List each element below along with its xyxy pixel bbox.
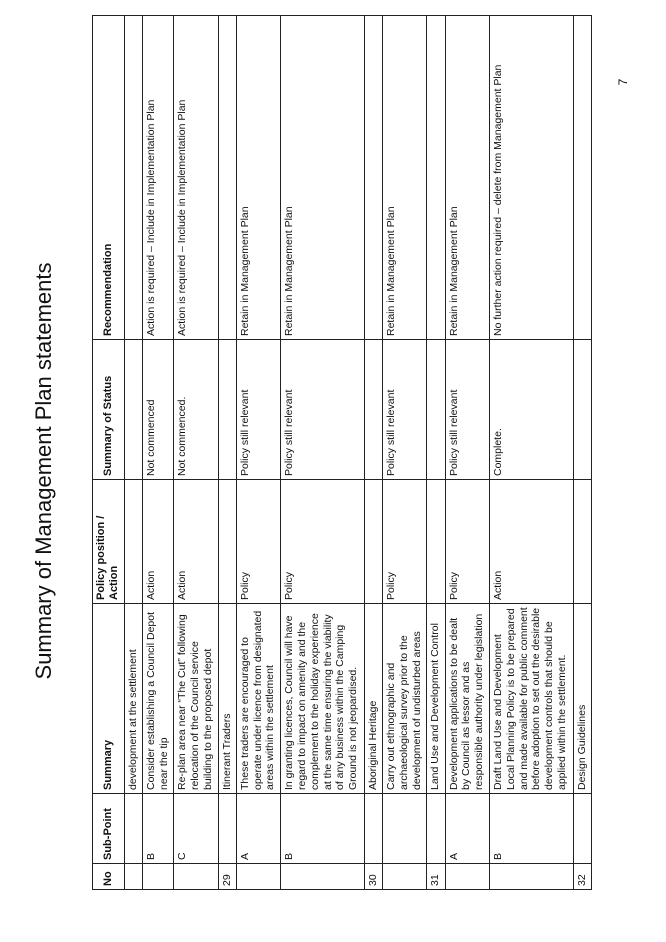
cell-summary: Aboriginal Heritage — [364, 604, 382, 794]
table-row — [490, 16, 574, 890]
table-row — [143, 16, 174, 890]
cell-status — [124, 340, 142, 480]
cell-policy-position: Policy — [236, 480, 280, 604]
cell-recommendation — [124, 16, 142, 340]
cell-status — [364, 340, 382, 480]
cell-recommendation — [427, 16, 445, 340]
cell-sub-point — [124, 794, 142, 864]
cell-status: Not commenced — [143, 340, 174, 480]
cell-recommendation: Retain in Management Plan — [383, 16, 427, 340]
cell-sub-point — [573, 794, 591, 864]
management-plan-table — [92, 15, 592, 890]
cell-summary: development at the settlement — [124, 604, 142, 794]
table-row — [445, 16, 489, 890]
cell-status — [218, 340, 236, 480]
cell-summary: Carry out ethnographic and archaeological survey prior to the development of undisturbed areas — [383, 604, 427, 794]
cell-no — [490, 864, 574, 890]
cell-sub-point — [364, 794, 382, 864]
cell-recommendation — [218, 16, 236, 340]
cell-sub-point: C — [174, 794, 218, 864]
cell-summary: Development applications to be dealt by Council as lessor and as responsible authority under legislation — [445, 604, 489, 794]
cell-summary: Consider establishing a Council Depot near the tip — [143, 604, 174, 794]
cell-sub-point: B — [490, 794, 574, 864]
cell-no — [124, 864, 142, 890]
header-summary: Summary — [93, 604, 125, 794]
cell-policy-position — [573, 480, 591, 604]
cell-status: Policy still relevant — [445, 340, 489, 480]
cell-no — [143, 864, 174, 890]
header-sub-point: Sub-Point — [93, 794, 125, 864]
cell-policy-position — [218, 480, 236, 604]
table-header-row — [93, 16, 125, 890]
page-number: 7 — [616, 78, 630, 86]
cell-policy-position — [427, 480, 445, 604]
cell-sub-point: A — [236, 794, 280, 864]
cell-summary: Draft Land Use and Development Local Planning Policy is to be prepared and made available for public comment before adoption to set out the desirable development controls that should be applied within the settlement. — [490, 604, 574, 794]
cell-status: Policy still relevant — [383, 340, 427, 480]
page-title: Summary of Management Plan statements — [31, 262, 56, 680]
cell-policy-position: Action — [174, 480, 218, 604]
cell-sub-point: A — [445, 794, 489, 864]
cell-recommendation: Retain in Management Plan — [236, 16, 280, 340]
cell-recommendation — [364, 16, 382, 340]
cell-status — [427, 340, 445, 480]
table-row — [281, 16, 365, 890]
cell-no: 31 — [427, 864, 445, 890]
cell-summary: Land Use and Development Control — [427, 604, 445, 794]
cell-recommendation: Action is required – Include in Implementation Plan — [174, 16, 218, 340]
table-row — [236, 16, 280, 890]
table-row — [573, 16, 591, 890]
cell-recommendation: Action is required – Include in Implementation Plan — [143, 16, 174, 340]
cell-sub-point — [218, 794, 236, 864]
header-policy-position: Policy position / Action — [93, 480, 125, 604]
cell-status: Not commenced. — [174, 340, 218, 480]
cell-recommendation — [573, 16, 591, 340]
cell-policy-position — [364, 480, 382, 604]
table-container — [92, 16, 592, 890]
table-row — [218, 16, 236, 890]
cell-policy-position: Policy — [445, 480, 489, 604]
header-no: No — [93, 864, 125, 890]
cell-sub-point: B — [281, 794, 365, 864]
cell-summary: Design Guidelines — [573, 604, 591, 794]
cell-recommendation: Retain in Management Plan — [281, 16, 365, 340]
cell-summary: Itinerant Traders — [218, 604, 236, 794]
cell-no — [236, 864, 280, 890]
cell-policy-position: Policy — [383, 480, 427, 604]
cell-no: 32 — [573, 864, 591, 890]
cell-status: Complete. — [490, 340, 574, 480]
cell-no — [383, 864, 427, 890]
cell-no — [174, 864, 218, 890]
cell-sub-point — [427, 794, 445, 864]
cell-status: Policy still relevant — [281, 340, 365, 480]
cell-summary: Re-plan area near “The Cut” following relocation of the Council service building to the proposed depot — [174, 604, 218, 794]
cell-status — [573, 340, 591, 480]
cell-policy-position: Action — [490, 480, 574, 604]
cell-summary: In granting licences, Council will have regard to impact on amenity and the complement to the holiday experience at the same time ensuring the viability of any business within the Camping Ground is not jeopardised. — [281, 604, 365, 794]
cell-recommendation: Retain in Management Plan — [445, 16, 489, 340]
cell-no: 29 — [218, 864, 236, 890]
cell-policy-position: Policy — [281, 480, 365, 604]
cell-sub-point: B — [143, 794, 174, 864]
table-row — [174, 16, 218, 890]
cell-no — [445, 864, 489, 890]
cell-recommendation: No further action required – delete from Management Plan — [490, 16, 574, 340]
cell-status: Policy still relevant — [236, 340, 280, 480]
cell-policy-position: Action — [143, 480, 174, 604]
header-summary-of-status: Summary of Status — [93, 340, 125, 480]
cell-no: 30 — [364, 864, 382, 890]
table-row — [124, 16, 142, 890]
table-row — [364, 16, 382, 890]
table-row — [427, 16, 445, 890]
header-recommendation: Recommendation — [93, 16, 125, 340]
cell-sub-point — [383, 794, 427, 864]
cell-no — [281, 864, 365, 890]
cell-summary: These traders are encouraged to operate under licence from designated areas within the settlement — [236, 604, 280, 794]
cell-policy-position — [124, 480, 142, 604]
table-row — [383, 16, 427, 890]
